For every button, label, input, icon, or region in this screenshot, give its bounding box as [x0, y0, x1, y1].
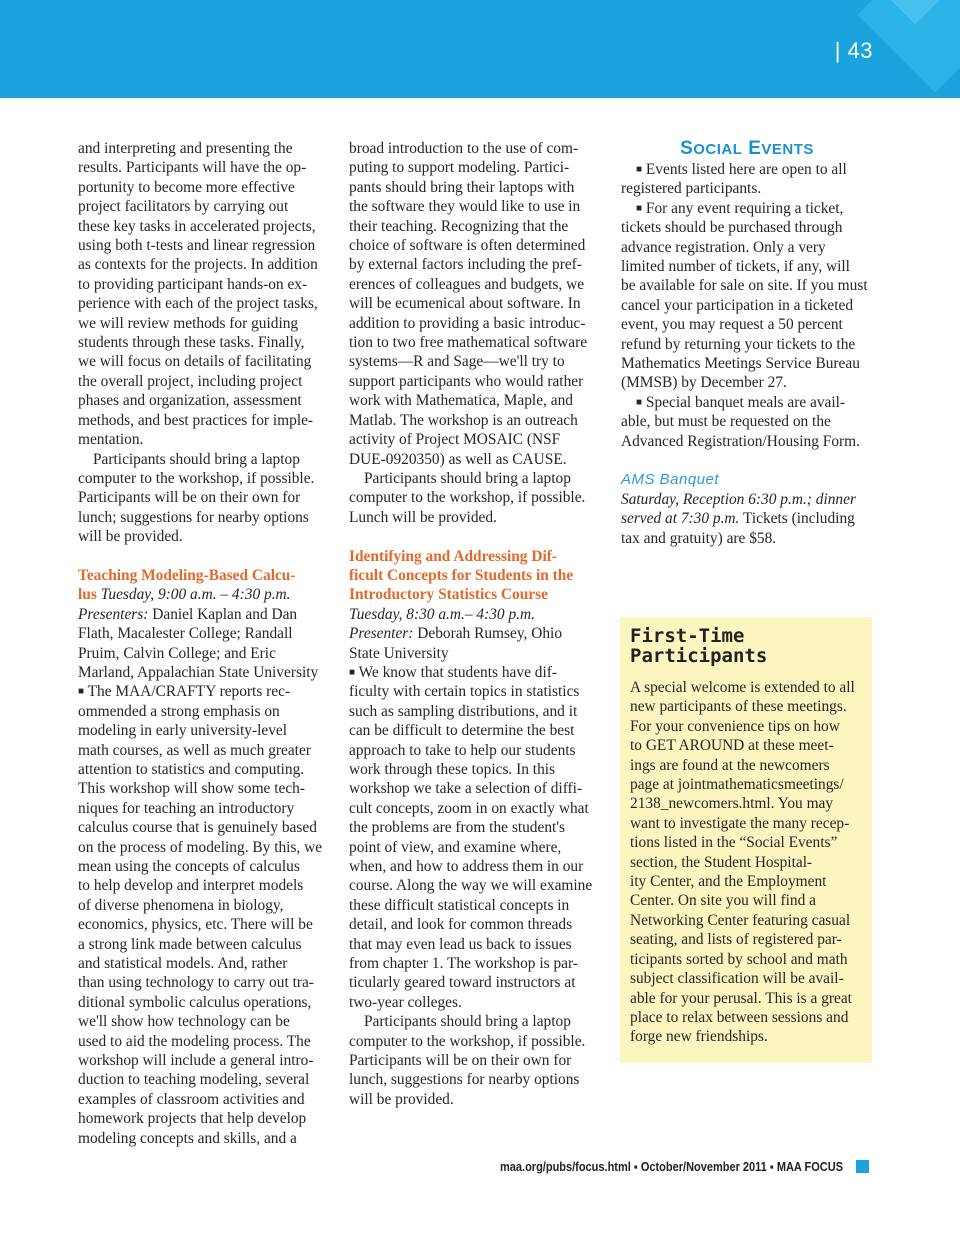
text-line: Marland, Appalachian State University: [78, 663, 319, 681]
page-footer: [500, 1159, 843, 1175]
text-line: Lunch will be provided.: [349, 508, 497, 526]
footer-publication: MAA FOCUS: [776, 1160, 844, 1174]
text-line: ity Center, and the Employment: [630, 873, 827, 891]
text-line: that may even lead us back to issues: [349, 935, 572, 953]
text-line: attention to statistics and computing.: [78, 760, 305, 778]
text-line: support participants who would rather: [349, 372, 584, 390]
text-line: State University: [349, 644, 449, 662]
text-line: ficulty with certain topics in statistics: [349, 683, 580, 701]
text-line: using both t-tests and linear regression: [78, 237, 316, 255]
section-title-social-events: SOCIAL EVENTS: [680, 138, 814, 159]
text-line: puting to support modeling. Partici-: [349, 159, 570, 177]
workshop-description: [78, 702, 330, 1148]
bullet-item: ■ Special banquet meals are avail-: [636, 393, 846, 411]
text-line: point of view, and examine where,: [349, 838, 562, 856]
text-line: Participants will be on their own for: [349, 1052, 572, 1070]
text-line: mentation.: [78, 431, 144, 449]
text-line: able, but must be requested on the: [621, 413, 831, 431]
text-line: of diverse phenomena in biology,: [78, 896, 284, 914]
bullet-item: ■ For any event requiring a ticket,: [636, 199, 844, 217]
text-line: we'll show how technology can be: [78, 1013, 290, 1031]
text-line: on the process of modeling. By this, we: [78, 838, 323, 856]
text-line: to help develop and interpret models: [78, 877, 304, 895]
workshop-time: Tuesday, 8:30 a.m.– 4:30 p.m.: [349, 605, 535, 623]
text-line: For your convenience tips on how: [630, 717, 840, 735]
text-line: seating, and lists of registered par-: [630, 931, 842, 949]
text-line: economics, physics, etc. There will be: [78, 916, 313, 934]
footer-separator: ▪: [633, 1160, 638, 1174]
text-line: Participants should bring a laptop: [364, 469, 571, 487]
text-line: math courses, as well as much greater: [78, 741, 311, 759]
text-line: lunch; suggestions for nearby options: [78, 508, 309, 526]
column-1: [78, 139, 330, 1148]
footer-url[interactable]: maa.org/pubs/focus.html: [500, 1160, 631, 1174]
header-bar: [0, 0, 960, 98]
workshop-description-first: ■ We know that students have dif-: [349, 663, 557, 681]
text-line: two-year colleges.: [349, 993, 462, 1011]
text-line: students through these tasks. Finally,: [78, 334, 305, 352]
text-line: modeling concepts and skills, and a: [78, 1129, 297, 1147]
text-line: be available for sale on site. If you must: [621, 277, 868, 295]
text-line: project facilitators by carrying out: [78, 198, 289, 216]
text-line: tions listed in the “Social Events”: [630, 834, 838, 852]
text-line: ticularly geared toward instructors at: [349, 974, 576, 992]
text-line: Networking Center featuring casual: [630, 911, 851, 929]
text-line: cancel your participation in a ticketed: [621, 296, 854, 314]
text-line: to GET AROUND at these meet-: [630, 737, 834, 755]
text-line: ticipants sorted by school and math: [630, 950, 848, 968]
text-line: from chapter 1. The workshop is par-: [349, 955, 578, 973]
text-line: addition to providing a basic introduc-: [349, 314, 586, 332]
text-line: Pruim, Calvin College; and Eric: [78, 644, 276, 662]
column-3: [621, 139, 873, 548]
text-line: work with Mathematica, Maple, and: [349, 392, 573, 410]
text-line: (MMSB) by December 27.: [621, 374, 787, 392]
text-line: phases and organization, assessment: [78, 392, 302, 410]
text-line: new participants of these meetings.: [630, 698, 847, 716]
text-line: used to aid the modeling process. The: [78, 1032, 311, 1050]
text-line: ditional symbolic calculus operations,: [78, 993, 312, 1011]
presenter-line: Presenter: Deborah Rumsey, Ohio: [349, 625, 563, 643]
text-line: Flath, Macalester College; Randall: [78, 625, 293, 643]
text-line: tion to two free mathematical software: [349, 334, 588, 352]
column-2: [349, 139, 601, 1109]
text-line: Participants should bring a laptop: [93, 450, 300, 468]
text-line: event, you may request a 50 percent: [621, 316, 843, 334]
text-line: Participants should bring a laptop: [364, 1013, 571, 1031]
text-line: 2138_newcomers.html. You may: [630, 795, 834, 813]
text-line: workshop we take a selection of diffi-: [349, 780, 583, 798]
text-line: than using technology to carry out tra-: [78, 974, 314, 992]
text-line: systems—R and Sage—we'll try to: [349, 353, 565, 371]
col1-laptop-paragraph: [78, 450, 330, 547]
box-body: [630, 678, 868, 1047]
text-line: lunch, suggestions for nearby options: [349, 1071, 580, 1089]
text-line: Center. On site you will find a: [630, 892, 816, 910]
text-line: we will focus on details of facilitating: [78, 353, 312, 371]
ams-banquet-heading: AMS Banquet: [621, 471, 720, 489]
text-line: able for your perusal. This is a great: [630, 989, 852, 1007]
footer-date: October/November 2011: [640, 1160, 767, 1174]
text-line: the software they would like to use in: [349, 198, 581, 216]
text-line: A special welcome is extended to all: [630, 679, 855, 696]
text-line: approach to take to help our students: [349, 741, 576, 759]
text-line: limited number of tickets, if any, will: [621, 258, 850, 276]
footer-separator: ▪: [769, 1160, 774, 1174]
text-line: to providing participant hands-on ex-: [78, 275, 308, 293]
text-line: pants should bring their laptops with: [349, 178, 575, 196]
text-line: duction to teaching modeling, several: [78, 1071, 310, 1089]
text-line: and interpreting and presenting the: [78, 140, 293, 157]
text-line: will be provided.: [78, 528, 183, 546]
text-line: Mathematics Meetings Service Bureau: [621, 355, 860, 373]
text-line: computer to the workshop, if possible.: [349, 489, 586, 507]
text-line: computer to the workshop, if possible.: [78, 469, 315, 487]
workshop-description-first: ■ The MAA/CRAFTY reports rec-: [78, 683, 291, 701]
text-line: broad introduction to the use of com-: [349, 140, 579, 157]
text-line: tickets should be purchased through: [621, 219, 843, 237]
text-line: This workshop will show some tech-: [78, 780, 305, 798]
banquet-details-line2: served at 7:30 p.m. Tickets (including: [621, 510, 855, 528]
text-line: their teaching. Recognizing that the: [349, 217, 569, 235]
text-line: Matlab. The workshop is an outreach: [349, 411, 578, 429]
text-line: as contexts for the projects. In addition: [78, 256, 318, 274]
text-line: the problems are from the student's: [349, 819, 566, 837]
text-line: ommended a strong emphasis on: [78, 702, 280, 720]
newcomers-link[interactable]: page at jointmathematicsmeetings/: [630, 776, 844, 794]
text-line: portunity to become more effective: [78, 178, 295, 196]
text-line: choice of software is often determined: [349, 237, 586, 255]
col2-laptop-paragraph-2: [349, 1012, 601, 1109]
text-line: registered participants.: [621, 180, 762, 198]
text-line: niques for teaching an introductory: [78, 799, 295, 817]
text-line: computer to the workshop, if possible.: [349, 1032, 586, 1050]
text-line: when, and how to address them in our: [349, 858, 584, 876]
text-line: advance registration. Only a very: [621, 238, 826, 256]
bullet-item: ■ Events listed here are open to all: [636, 161, 847, 178]
text-line: calculus course that is genuinely based: [78, 819, 317, 837]
text-line: these key tasks in accelerated projects,: [78, 217, 316, 235]
text-line: tax and gratuity) are $58.: [621, 529, 777, 547]
col2-intro: [349, 139, 601, 469]
text-line: homework projects that help develop: [78, 1110, 307, 1128]
text-line: place to relax between sessions and: [630, 1008, 849, 1026]
text-line: will be provided.: [349, 1090, 454, 1108]
banquet-details: Saturday, Reception 6:30 p.m.; dinner: [621, 490, 856, 508]
text-line: cult concepts, zoom in on exactly what: [349, 799, 589, 817]
text-line: subject classification will be avail-: [630, 970, 844, 988]
text-line: modeling in early university-level: [78, 722, 287, 740]
text-line: can be difficult to determine the best: [349, 722, 575, 740]
text-line: methods, and best practices for imple-: [78, 411, 314, 429]
workshop-heading-calculus: Teaching Modeling-Based Calcu-: [78, 566, 296, 584]
text-line: work through these topics. In this: [349, 760, 556, 778]
text-line: Participants will be on their own for: [78, 489, 301, 507]
presenters-line: Presenters: Daniel Kaplan and Dan: [78, 605, 298, 623]
col1-intro: [78, 139, 330, 450]
footer-square-marker: [856, 1160, 869, 1173]
workshop-description: [349, 682, 601, 1012]
text-line: will be ecumenical about software. In: [349, 295, 581, 313]
workshop-heading-line2: lus Tuesday, 9:00 a.m. – 4:30 p.m.: [78, 586, 291, 604]
text-line: the overall project, including project: [78, 372, 303, 390]
text-line: a strong link made between calculus: [78, 935, 302, 953]
page-number: | 43: [834, 38, 873, 63]
col2-laptop-paragraph: [349, 469, 601, 527]
text-line: we will review methods for guiding: [78, 314, 299, 332]
text-line: ings are found at the newcomers: [630, 756, 830, 774]
text-line: forge new friendships.: [630, 1028, 768, 1046]
text-line: DUE-0920350) as well as CAUSE.: [349, 450, 567, 468]
first-time-participants-box: [620, 617, 872, 1063]
text-line: Advanced Registration/Housing Form.: [621, 432, 860, 450]
text-line: workshop will include a general intro-: [78, 1052, 314, 1070]
text-line: by external factors including the pref-: [349, 256, 582, 274]
workshop-heading-statistics: Identifying and Addressing Dif-: [349, 547, 557, 565]
text-line: such as sampling distributions, and it: [349, 702, 578, 720]
text-line: and statistical models. And, rather: [78, 955, 288, 973]
text-line: want to investigate the many recep-: [630, 814, 850, 832]
workshop-heading-line: Introductory Statistics Course: [349, 586, 548, 604]
text-line: erences of colleagues and budgets, we: [349, 275, 585, 293]
text-line: section, the Student Hospital-: [630, 853, 813, 871]
text-line: mean using the concepts of calculus: [78, 858, 300, 876]
text-line: examples of classroom activities and: [78, 1090, 305, 1108]
text-line: refund by returning your tickets to the: [621, 335, 856, 353]
text-line: detail, and look for common threads: [349, 916, 573, 934]
text-line: results. Participants will have the op-: [78, 159, 307, 177]
text-line: perience with each of the project tasks,: [78, 295, 318, 313]
text-line: course. Along the way we will examine: [349, 877, 593, 895]
workshop-heading-line: ficult Concepts for Students in the: [349, 566, 574, 584]
box-title: First-Time Participants: [630, 625, 768, 667]
text-line: these difficult statistical concepts in: [349, 896, 570, 914]
text-line: activity of Project MOSAIC (NSF: [349, 431, 561, 449]
workshop-time: Tuesday, 9:00 a.m. – 4:30 p.m.: [100, 586, 291, 604]
